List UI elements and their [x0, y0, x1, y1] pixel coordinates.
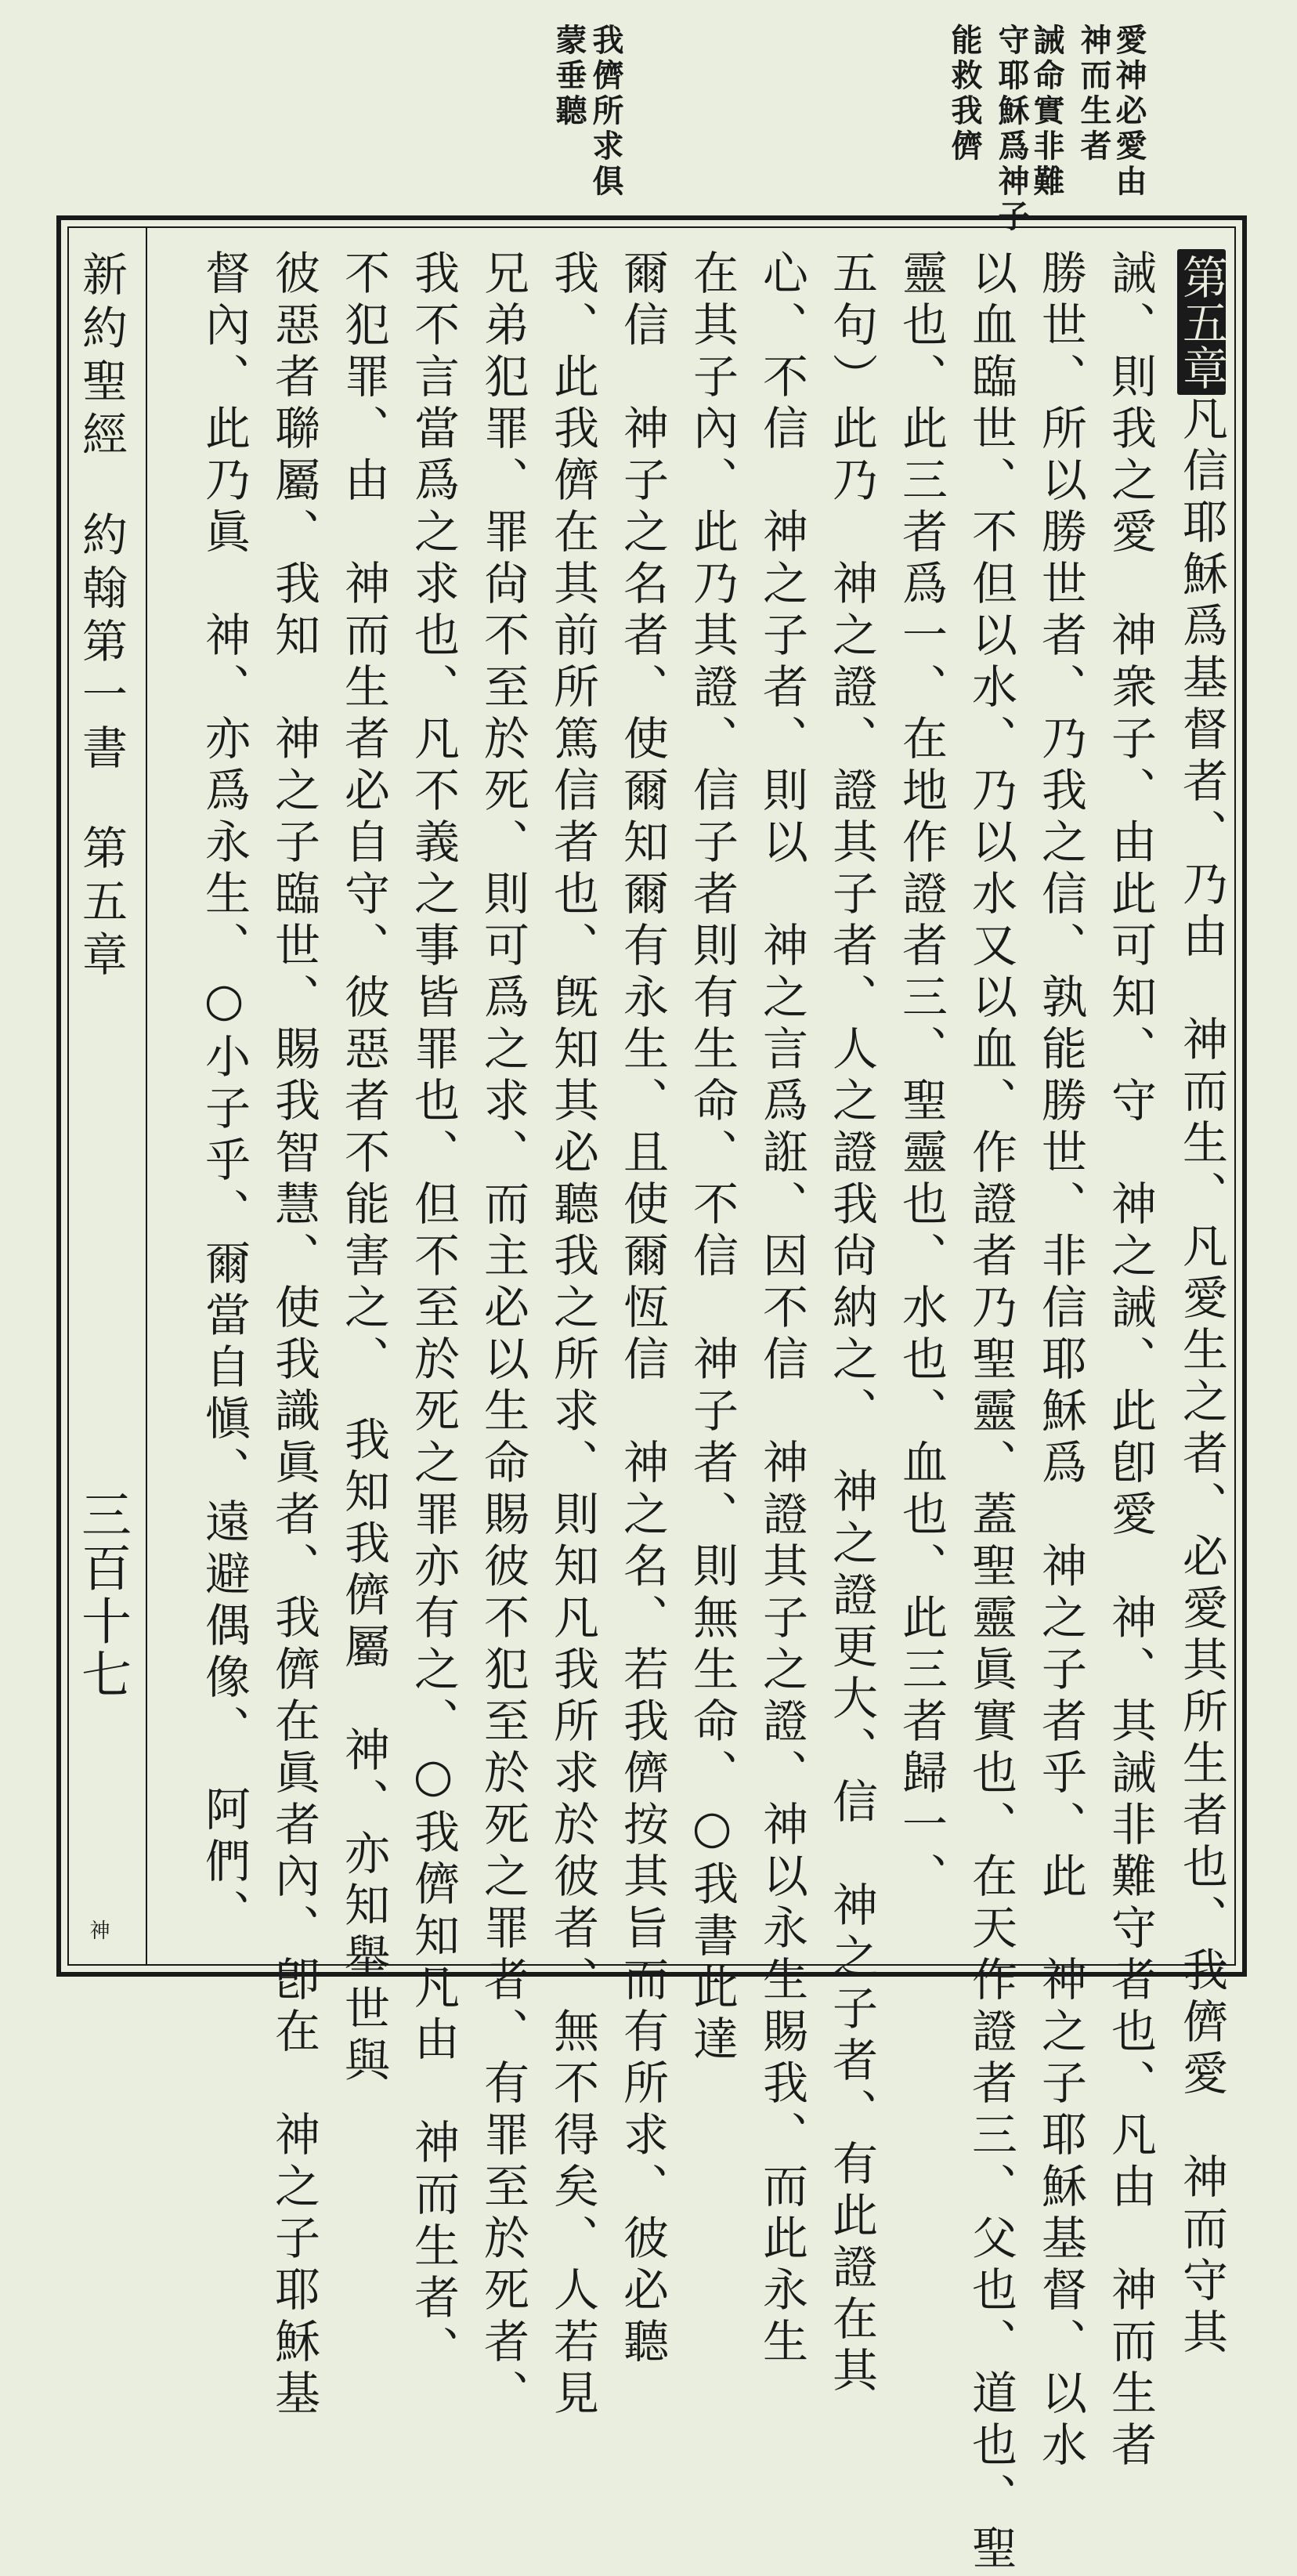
text-column	[1177, 249, 1226, 2360]
margin-divider	[146, 226, 147, 1966]
headnote-line: 能救我儕	[946, 24, 983, 165]
verse-text: 凡信耶穌爲基督者、乃由 神而生、凡愛生之者、必愛其所生者也、我儕愛 神而守其	[1175, 395, 1228, 2360]
headnote-line: 守耶穌爲神子	[993, 24, 1030, 235]
text-column: 我不言當爲之求也、凡不義之事皆罪也、但不至於死之罪亦有之、○我儕知凡由 神而生者、	[406, 249, 460, 2377]
text-column: 靈也、此三者爲一、在地作證者三、聖靈也、水也、血也、此三者歸一、	[894, 249, 948, 1904]
headnote-line: 愛神必愛由	[1111, 24, 1147, 200]
text-column: 不犯罪、由 神而生者必自守、彼惡者不能害之、 我知我儕屬 神、亦知舉世與	[337, 249, 390, 2088]
page-number: 三百十七	[73, 1489, 131, 1702]
headnote-line: 蒙垂聽	[551, 24, 587, 129]
text-column: 以血臨世、不但以水、乃以水又以血、作證者乃聖靈、蓋聖靈眞實也、在天作證者三、父也、道也、聖	[964, 249, 1017, 2576]
text-column: 我、此我儕在其前所篤信者也、旣知其必聽我之所求、則知凡我所求於彼者、無不得矣、人若見	[546, 249, 599, 2421]
text-column: 彼惡者聯屬、我知 神之子臨世、賜我智慧、使我識眞者、我儕在眞者內、卽在 神之子耶穌基	[267, 249, 320, 2421]
running-header	[74, 251, 128, 984]
book-title: 新約聖經	[74, 251, 128, 464]
chapter-label: 第五章	[74, 824, 128, 984]
chapter-heading: 第五章	[1177, 249, 1226, 395]
text-column: 勝世、所以勝世者、乃我之信、孰能勝世、非信耶穌爲 神之子者乎、此 神之子耶穌基督、以水	[1034, 249, 1087, 2473]
text-column: 爾信 神子之名者、使爾知爾有永生、且使爾恆信 神之名、若我儕按其旨而有所求、彼必聽	[616, 249, 669, 2369]
text-column: 兄弟犯罪、罪尙不至於死、則可爲之求、而主必以生命賜彼不犯至於死之罪者、有罪至於死者、	[476, 249, 529, 2421]
text-column: 在其子內、此乃其證、信子者則有生命、不信 神子者、則無生命、○我書此達	[685, 249, 739, 2067]
headnote-line: 神而生者	[1075, 24, 1112, 165]
text-column: 督內、此乃眞 神、亦爲永生、○小子乎、爾當自愼、遠避偶像、 阿們、	[197, 249, 251, 1941]
text-column: 誡、則我之愛 神衆子、由此可知、守 神之誡、此卽愛 神、其誡非難守者也、凡由 神而生者	[1104, 249, 1157, 2473]
text-column: 心、不信 神之子者、則以 神之言爲誑、因不信 神證其子之證、神以永生賜我、而此永生	[755, 249, 808, 2369]
headnote-line: 誡命實非難	[1028, 24, 1065, 200]
page-mark: 神	[86, 1919, 110, 1940]
text-column: 五句）此乃 神之證、證其子者、人之證我尙納之、 神之證更大、信 神之子者、有此證在其	[825, 249, 878, 2398]
book-name: 約翰第一書	[74, 511, 128, 777]
headnote-line: 我儕所求俱	[587, 24, 624, 200]
